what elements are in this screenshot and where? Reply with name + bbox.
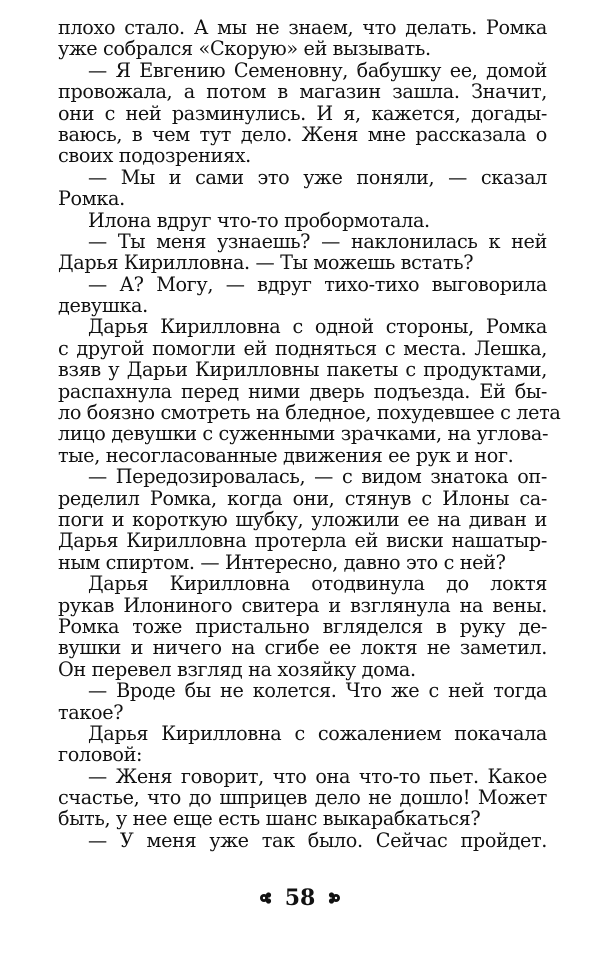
text-line: — Ты меня узнаешь? — наклонилась к ней	[88, 229, 547, 253]
text-line: — Вроде бы не колется. Что же с ней тогда	[88, 679, 547, 703]
text-line: распахнула перед ними дверь подъезда. Ей бы-	[58, 379, 547, 403]
text-line: быть, у нее еще есть шанс выкарабкаться?	[58, 807, 481, 831]
text-line: Он перевел взгляд на хозяйку дома.	[58, 657, 416, 681]
text-line: ваюсь, в чем тут дело. Женя мне рассказала о	[58, 122, 547, 146]
text-line: рукав Илониного свитера и взглянула на вены.	[58, 593, 547, 617]
text-line: Ромка тоже пристально вгляделся в руку де-	[58, 614, 547, 638]
text-line: поги и короткую шубку, уложили ее на диван и	[58, 507, 547, 531]
text-line: девушка.	[58, 294, 148, 318]
text-line: вушки и ничего на сгибе ее локтя не заметил.	[58, 636, 547, 660]
text-line: ределил Ромка, когда они, стянув с Илоны са-	[58, 486, 547, 510]
text-line: с другой помогли ей подняться с места. Лешка,	[58, 336, 547, 360]
text-line: — А? Могу, — вдруг тихо-тихо выговорила	[88, 272, 547, 296]
text-line: они с ней разминулись. И я, кажется, догады-	[58, 101, 547, 125]
page-number: 58	[284, 885, 316, 911]
text-line: Илона вдруг что-то пробормотала.	[88, 208, 430, 232]
fleuron-icon-left	[259, 892, 273, 904]
text-line: уже собрался «Скорую» ей вызывать.	[58, 37, 431, 61]
text-line: плохо стало. А мы не знаем, что делать. Ромка	[58, 16, 547, 39]
text-line: головой:	[58, 743, 143, 767]
text-line: — У меня уже так было. Сейчас пройдет.	[88, 828, 547, 852]
text-line: ло боязно смотреть на бледное, похудевшее с лета	[58, 401, 561, 425]
text-line: такое?	[58, 700, 124, 724]
text-line: — Женя говорит, что она что-то пьет. Какое	[88, 764, 547, 788]
text-line: лицо девушки с суженными зрачками, на углова-	[58, 422, 549, 446]
text-line: Дарья Кирилловна. — Ты можешь встать?	[58, 251, 474, 275]
text-line: Дарья Кирилловна с одной стороны, Ромка	[88, 315, 547, 339]
text-line: тые, несогласованные движения ее рук и ног.	[58, 443, 514, 467]
text-line: счастье, что до шприцев дело не дошло! Может	[58, 786, 547, 810]
fleuron-icon-right	[327, 892, 341, 904]
page-body	[58, 16, 561, 852]
text-line: — Передозировалась, — с видом знатока оп-	[88, 465, 547, 489]
text-line: взяв у Дарьи Кирилловны пакеты с продуктами,	[58, 358, 547, 382]
text-line: Дарья Кирилловна протерла ей виски нашатыр-	[58, 529, 547, 553]
text-line: ным спиртом. — Интересно, давно это с ней?	[58, 550, 506, 574]
text-line: провожала, а потом в магазин зашла. Значит,	[58, 80, 547, 104]
page-footer	[0, 885, 600, 911]
text-line: Дарья Кирилловна отодвинула до локтя	[88, 572, 547, 596]
text-line: своих подозрениях.	[58, 144, 251, 168]
text-line: Дарья Кирилловна с сожалением покачала	[88, 721, 547, 745]
text-line: Ромка.	[58, 187, 125, 211]
text-line: — Мы и сами это уже поняли, — сказал	[88, 165, 547, 189]
text-line: — Я Евгению Семеновну, бабушку ее, домой	[88, 58, 547, 82]
